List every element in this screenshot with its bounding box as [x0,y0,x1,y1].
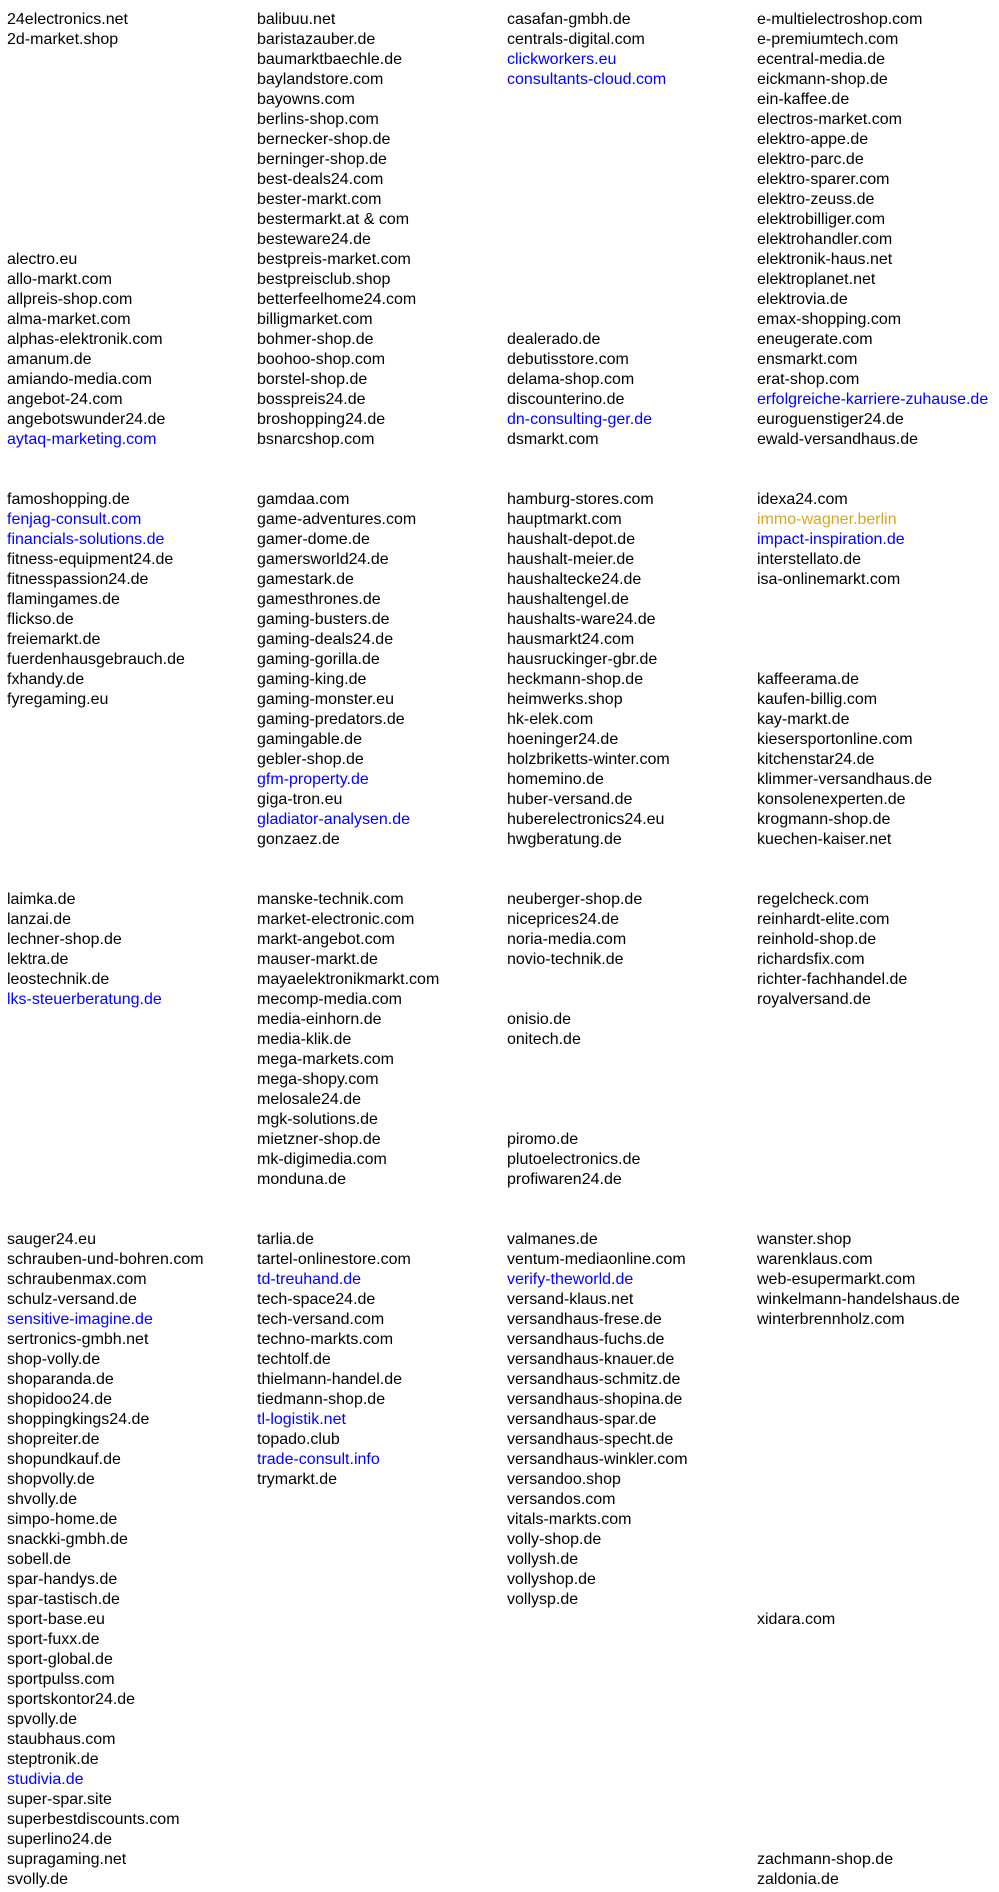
domain-entry: lechner-shop.de [7,931,122,948]
domain-entry: versandhaus-specht.de [507,1431,674,1448]
domain-link[interactable]: lks-steuerberatung.de [7,991,162,1008]
domain-entry: best-deals24.com [257,171,384,188]
domain-entry: reinhardt-elite.com [757,911,890,928]
domain-entry: reinhold-shop.de [757,931,877,948]
domain-entry: fxhandy.de [7,671,85,688]
domain-entry: lanzai.de [7,911,72,928]
domain-entry: tartel-onlinestore.com [257,1251,411,1268]
domain-entry: versandoo.shop [507,1471,621,1488]
domain-entry: onitech.de [507,1031,581,1048]
domain-link[interactable]: consultants-cloud.com [507,71,667,88]
domain-entry: discounterino.de [507,391,625,408]
domain-link[interactable]: td-treuhand.de [257,1271,362,1288]
domain-entry: mk-digimedia.com [257,1151,387,1168]
domain-entry: versandhaus-spar.de [507,1411,657,1428]
domain-entry: niceprices24.de [507,911,620,928]
domain-entry: shopreiter.de [7,1431,100,1448]
domain-entry: tarlia.de [257,1231,314,1248]
domain-entry: mega-markets.com [257,1051,394,1068]
domain-entry: bestermarkt.at & com [257,211,410,228]
domain-entry: noria-media.com [507,931,627,948]
domain-entry: zaldonia.de [757,1871,839,1888]
domain-entry: delama-shop.com [507,371,635,388]
domain-entry: plutoelectronics.de [507,1151,641,1168]
domain-link[interactable]: tl-logistik.net [257,1411,346,1428]
domain-entry: euroguenstiger24.de [757,411,904,428]
domain-entry: billigmarket.com [257,311,373,328]
domain-entry: superlino24.de [7,1831,112,1848]
domain-entry: bestpreisclub.shop [257,271,391,288]
domain-entry: sobell.de [7,1551,72,1568]
domain-entry: onisio.de [507,1011,572,1028]
domain-entry: 2d-market.shop [7,31,119,48]
domain-entry: interstellato.de [757,551,862,568]
domain-link[interactable]: sensitive-imagine.de [7,1311,153,1328]
domain-entry: konsolenexperten.de [757,791,906,808]
domain-entry: gamingable.de [257,731,362,748]
domain-entry: sport-global.de [7,1651,113,1668]
domain-entry: ecentral-media.de [757,51,886,68]
domain-entry: gonzaez.de [257,831,340,848]
domain-entry: versand-klaus.net [507,1291,634,1308]
domain-entry: baylandstore.com [257,71,384,88]
domain-entry: snackki-gmbh.de [7,1531,128,1548]
domain-entry: schrauben-und-bohren.com [7,1251,204,1268]
domain-entry: winkelmann-handelshaus.de [757,1291,960,1308]
domain-entry: simpo-home.de [7,1511,118,1528]
domain-entry: baristazauber.de [257,31,376,48]
domain-entry: e-multielectroshop.com [757,11,923,28]
domain-entry: fuerdenhausgebrauch.de [7,651,185,668]
domain-entry: homemino.de [507,771,604,788]
domain-entry: bestpreis-market.com [257,251,411,268]
domain-entry: bayowns.com [257,91,355,108]
domain-entry: kaufen-billig.com [757,691,878,708]
domain-entry: techno-markts.com [257,1331,394,1348]
domain-entry: gamestark.de [257,571,354,588]
domain-entry: elektro-parc.de [757,151,864,168]
domain-entry: versandhaus-shopina.de [507,1391,683,1408]
domain-entry: shopidoo24.de [7,1391,112,1408]
domain-entry: mgk-solutions.de [257,1111,378,1128]
domain-entry: ventum-mediaonline.com [507,1251,686,1268]
domain-entry: melosale24.de [257,1091,362,1108]
domain-entry: tech-versand.com [257,1311,385,1328]
domain-entry: eickmann-shop.de [757,71,888,88]
domain-entry: huberelectronics24.eu [507,811,665,828]
domain-entry: centrals-digital.com [507,31,645,48]
domain-entry: shopundkauf.de [7,1451,121,1468]
domain-link[interactable]: studivia.de [7,1771,84,1788]
domain-entry: hamburg-stores.com [507,491,654,508]
domain-entry: bernecker-shop.de [257,131,391,148]
domain-entry: vollysp.de [507,1591,579,1608]
domain-entry: sertronics-gmbh.net [7,1331,149,1348]
domain-entry: neuberger-shop.de [507,891,643,908]
domain-entry: erat-shop.com [757,371,860,388]
domain-entry: mietzner-shop.de [257,1131,381,1148]
domain-entry: web-esupermarkt.com [757,1271,916,1288]
domain-entry: superbestdiscounts.com [7,1811,180,1828]
domain-entry: heckmann-shop.de [507,671,644,688]
domain-entry: novio-technik.de [507,951,624,968]
domain-link[interactable]: gfm-property.de [257,771,369,788]
domain-entry: baumarktbaechle.de [257,51,402,68]
domain-entry: elektronik-haus.net [757,251,893,268]
domain-entry: ensmarkt.com [757,351,858,368]
domain-entry: regelcheck.com [757,891,870,908]
domain-entry: versandhaus-frese.de [507,1311,662,1328]
domain-link[interactable]: immo-wagner.berlin [757,511,897,528]
domain-entry: alectro.eu [7,251,78,268]
domain-entry: richardsfix.com [757,951,865,968]
domain-entry: dsmarkt.com [507,431,599,448]
domain-link[interactable]: clickworkers.eu [507,51,617,68]
domain-entry: spar-tastisch.de [7,1591,120,1608]
domain-entry: kay-markt.de [757,711,850,728]
domain-entry: vitals-markts.com [507,1511,632,1528]
domain-entry: mega-shopy.com [257,1071,379,1088]
domain-entry: gaming-king.de [257,671,367,688]
domain-entry: sportpulss.com [7,1671,115,1688]
domain-entry: klimmer-versandhaus.de [757,771,933,788]
domain-entry: gebler-shop.de [257,751,364,768]
domain-entry: mecomp-media.com [257,991,402,1008]
domain-entry: spvolly.de [7,1711,77,1728]
domain-entry: profiwaren24.de [507,1171,622,1188]
domain-entry: bsnarcshop.com [257,431,375,448]
domain-entry: haushalts-ware24.de [507,611,656,628]
domain-entry: thielmann-handel.de [257,1371,402,1388]
domain-entry: idexa24.com [757,491,848,508]
domain-entry: borstel-shop.de [257,371,368,388]
domain-entry: gamer-dome.de [257,531,370,548]
domain-entry: debutisstore.com [507,351,629,368]
domain-entry: shop-volly.de [7,1351,101,1368]
domain-entry: eneugerate.com [757,331,873,348]
domain-link[interactable]: fenjag-consult.com [7,511,142,528]
domain-entry: gaming-gorilla.de [257,651,380,668]
domain-link[interactable]: verify-theworld.de [507,1271,634,1288]
domain-entry: sauger24.eu [7,1231,96,1248]
domain-entry: dealerado.de [507,331,601,348]
domain-entry: leostechnik.de [7,971,110,988]
domain-entry: hausmarkt24.com [507,631,635,648]
domain-entry: hwgberatung.de [507,831,622,848]
domain-entry: amanum.de [7,351,92,368]
domain-entry: giga-tron.eu [257,791,343,808]
domain-entry: allpreis-shop.com [7,291,133,308]
domain-entry: svolly.de [7,1871,69,1888]
domain-entry: staubhaus.com [7,1731,116,1748]
domain-entry: alma-market.com [7,311,131,328]
domain-entry: elektrohandler.com [757,231,893,248]
domain-entry: ein-kaffee.de [757,91,850,108]
domain-entry: supragaming.net [7,1851,127,1868]
domain-entry: volly-shop.de [507,1531,602,1548]
domain-entry: piromo.de [507,1131,579,1148]
domain-entry: gaming-busters.de [257,611,390,628]
domain-entry: haushaltecke24.de [507,571,642,588]
domain-entry: emax-shopping.com [757,311,902,328]
domain-entry: fitness-equipment24.de [7,551,174,568]
domain-entry: steptronik.de [7,1751,99,1768]
domain-entry: hauptmarkt.com [507,511,622,528]
domain-entry: gamdaa.com [257,491,350,508]
domain-entry: versandhaus-fuchs.de [507,1331,665,1348]
domain-entry: bester-markt.com [257,191,382,208]
domain-entry: market-electronic.com [257,911,415,928]
domain-entry: gamersworld24.de [257,551,389,568]
domain-entry: balibuu.net [257,11,336,28]
domain-entry: huber-versand.de [507,791,633,808]
domain-entry: heimwerks.shop [507,691,623,708]
domain-entry: markt-angebot.com [257,931,395,948]
domain-entry: techtolf.de [257,1351,331,1368]
domain-entry: elektro-sparer.com [757,171,890,188]
domain-entry: versandhaus-schmitz.de [507,1371,681,1388]
domain-entry: berninger-shop.de [257,151,387,168]
domain-entry: broshopping24.de [257,411,386,428]
domain-entry: mayaelektronikmarkt.com [257,971,440,988]
domain-entry: manske-technik.com [257,891,404,908]
domain-entry: ewald-versandhaus.de [757,431,918,448]
domain-entry: hausruckinger-gbr.de [507,651,658,668]
domain-entry: versandhaus-winkler.com [507,1451,688,1468]
domain-entry: electros-market.com [757,111,902,128]
domain-entry: shoparanda.de [7,1371,114,1388]
domain-link[interactable]: financials-solutions.de [7,531,165,548]
domain-entry: royalversand.de [757,991,871,1008]
domain-entry: betterfeelhome24.com [257,291,417,308]
domain-entry: gaming-predators.de [257,711,405,728]
domain-entry: allo-markt.com [7,271,112,288]
domain-entry: casafan-gmbh.de [507,11,631,28]
domain-entry: tiedmann-shop.de [257,1391,386,1408]
domain-entry: bosspreis24.de [257,391,366,408]
domain-entry: trymarkt.de [257,1471,338,1488]
domain-entry: sport-fuxx.de [7,1631,100,1648]
domain-entry: elektroplanet.net [757,271,876,288]
domain-entry: schulz-versand.de [7,1291,137,1308]
domain-entry: angebotswunder24.de [7,411,166,428]
domain-entry: xidara.com [757,1611,836,1628]
domain-entry: flamingames.de [7,591,120,608]
domain-link[interactable]: trade-consult.info [257,1451,380,1468]
domain-link[interactable]: aytaq-marketing.com [7,431,157,448]
domain-entry: zachmann-shop.de [757,1851,894,1868]
domain-entry: kuechen-kaiser.net [757,831,892,848]
domain-entry: isa-onlinemarkt.com [757,571,901,588]
domain-entry: haushaltengel.de [507,591,629,608]
domain-entry: mauser-markt.de [257,951,378,968]
domain-entry: elektrovia.de [757,291,848,308]
domain-entry: alphas-elektronik.com [7,331,163,348]
domain-entry: gaming-deals24.de [257,631,394,648]
domain-link[interactable]: dn-consulting-ger.de [507,411,652,428]
domain-entry: shopvolly.de [7,1471,95,1488]
domain-entry: gaming-monster.eu [257,691,394,708]
domain-entry: sport-base.eu [7,1611,105,1628]
domain-entry: haushalt-depot.de [507,531,636,548]
domain-entry: fitnesspassion24.de [7,571,149,588]
domain-entry: hk-elek.com [507,711,594,728]
domain-entry: vollyshop.de [507,1571,596,1588]
domain-entry: valmanes.de [507,1231,598,1248]
domain-entry: gamesthrones.de [257,591,381,608]
domain-entry: tech-space24.de [257,1291,376,1308]
domain-entry: super-spar.site [7,1791,112,1808]
domain-entry: elektro-zeuss.de [757,191,875,208]
domain-entry: topado.club [257,1431,340,1448]
domain-entry: laimka.de [7,891,76,908]
domain-entry: berlins-shop.com [257,111,379,128]
domain-entry: versandhaus-knauer.de [507,1351,675,1368]
domain-entry: amiando-media.com [7,371,152,388]
domain-entry: vollysh.de [507,1551,579,1568]
domain-entry: krogmann-shop.de [757,811,891,828]
domain-entry: media-einhorn.de [257,1011,382,1028]
domain-entry: bohmer-shop.de [257,331,374,348]
domain-entry: versandos.com [507,1491,616,1508]
domain-entry: hoeninger24.de [507,731,619,748]
domain-entry: richter-fachhandel.de [757,971,908,988]
domain-entry: shoppingkings24.de [7,1411,150,1428]
domain-entry: schraubenmax.com [7,1271,147,1288]
domain-entry: winterbrennholz.com [757,1311,905,1328]
domain-entry: sportskontor24.de [7,1691,136,1708]
domain-entry: famoshopping.de [7,491,130,508]
domain-entry: boohoo-shop.com [257,351,386,368]
domain-entry: game-adventures.com [257,511,417,528]
domain-entry: monduna.de [257,1171,346,1188]
domain-entry: angebot-24.com [7,391,123,408]
domain-entry: kaffeerama.de [757,671,859,688]
domain-entry: spar-handys.de [7,1571,118,1588]
domain-entry: freiemarkt.de [7,631,101,648]
domain-entry: elektrobilliger.com [757,211,886,228]
domain-entry: warenklaus.com [757,1251,873,1268]
domain-entry: lektra.de [7,951,69,968]
domain-link[interactable]: impact-inspiration.de [757,531,905,548]
domain-entry: flickso.de [7,611,74,628]
domain-entry: fyregaming.eu [7,691,109,708]
domain-link[interactable]: erfolgreiche-karriere-zuhause.de [757,391,989,408]
domain-entry: haushalt-meier.de [507,551,635,568]
domain-entry: e-premiumtech.com [757,31,899,48]
domain-entry: holzbriketts-winter.com [507,751,670,768]
domain-entry: media-klik.de [257,1031,352,1048]
domain-entry: 24electronics.net [7,11,128,28]
domain-entry: kiesersportonline.com [757,731,913,748]
domain-entry: elektro-appe.de [757,131,869,148]
domain-entry: wanster.shop [757,1231,852,1248]
domain-link[interactable]: gladiator-analysen.de [257,811,410,828]
domain-entry: kitchenstar24.de [757,751,875,768]
domain-entry: shvolly.de [7,1491,77,1508]
domain-entry: besteware24.de [257,231,371,248]
